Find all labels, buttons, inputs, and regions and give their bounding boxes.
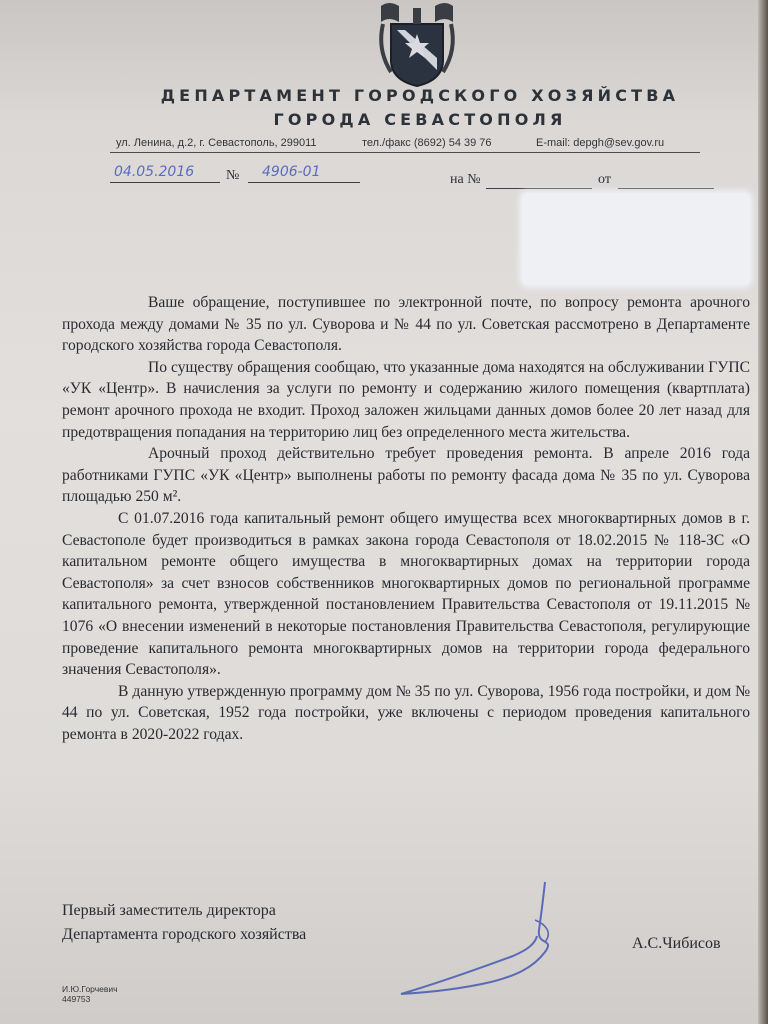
from-label: от [598, 172, 611, 187]
signatory-position-line1: Первый заместитель директора [62, 902, 276, 919]
letter-body [62, 292, 750, 745]
paragraph-1: Ваше обращение, поступившее по электронной почте, по вопросу ремонта арочного прохода между домами № 35 по ул. Суворова и № 44 по ул. Советская рассмотрено в Департаменте городского хозяйства города Севастополя. [62, 294, 750, 355]
executor-info [62, 984, 118, 1004]
executor-phone: 449753 [62, 994, 91, 1004]
email-text: E-mail: depgh@sev.gov.ru [536, 137, 665, 149]
date-underline [110, 182, 220, 183]
paragraph-3: Арочный проход действительно требует проведения ремонта. В апреле 2016 года работниками ГУПС «УК «Центр» выполнены работы по ремонту фасада дома № 35 по ул. Суворова площадью 250 м². [62, 445, 750, 506]
address-text: ул. Ленина, д.2, г. Севастополь, 299011 [116, 137, 317, 149]
handwritten-signature [395, 880, 565, 1000]
letter-number: 4906-01 [262, 164, 321, 180]
signatory-position-line2: Департамента городского хозяйства [62, 926, 307, 943]
phone-text: тел./факс (8692) 54 39 76 [362, 137, 492, 149]
department-city: ГОРОДА СЕВАСТОПОЛЯ [273, 110, 567, 129]
signatory-name: А.С.Чибисов [632, 935, 721, 952]
redacted-addressee [522, 193, 750, 285]
page-edge-shadow [758, 0, 768, 1024]
department-title: ДЕПАРТАМЕНТ ГОРОДСКОГО ХОЗЯЙСТВА [160, 86, 680, 105]
paragraph-2: По существу обращения сообщаю, что указанные дома находятся на обслуживании ГУПС «УК «Центр». В начисления за услуги по ремонту и содержанию жилого помещения (квартплата) ремонт арочного прохода не входит. Проход заложен жильцами данных домов более 20 лет назад для предотвращения попадания на территорию лиц без определенного места жительства. [62, 358, 750, 441]
letter-date: 04.05.2016 [114, 164, 195, 180]
header-divider [110, 152, 700, 153]
number-underline [248, 182, 360, 183]
executor-name: И.Ю.Горчевич [62, 984, 118, 994]
reply-to-label: на № [450, 172, 481, 187]
paragraph-5: В данную утвержденную программу дом № 35 по ул. Суворова, 1956 года постройки, и дом № 44 по ул. Советская, 1952 года постройки, уже включены с периодом проведения капитального ремонта в 2020-2022 годах. [62, 682, 750, 743]
paragraph-4: С 01.07.2016 года капитальный ремонт общего имущества всех многоквартирных домов в г. Севастополе будет производиться в рамках закона города Севастополя от 18.02.2015 № 118-ЗС «О капитальном ремонте общего имущества в многоквартирных домах на территории города Севастополя» за счет взносов собственников многоквартирных домов по региональной программе капитального ремонта, утвержденной постановлением Правительства Севастополя от 19.11.2015 № 1076 «О внесении изменений в некоторые постановления Правительства Севастополя, регулирующие проведение капитального ремонта многоквартирных домов на территории города федерального значения Севастополя». [62, 509, 750, 679]
reply-date-underline [618, 188, 714, 189]
number-label: № [226, 168, 240, 183]
reply-number-underline [486, 188, 592, 189]
sevastopol-coat-of-arms-icon [369, 0, 465, 88]
